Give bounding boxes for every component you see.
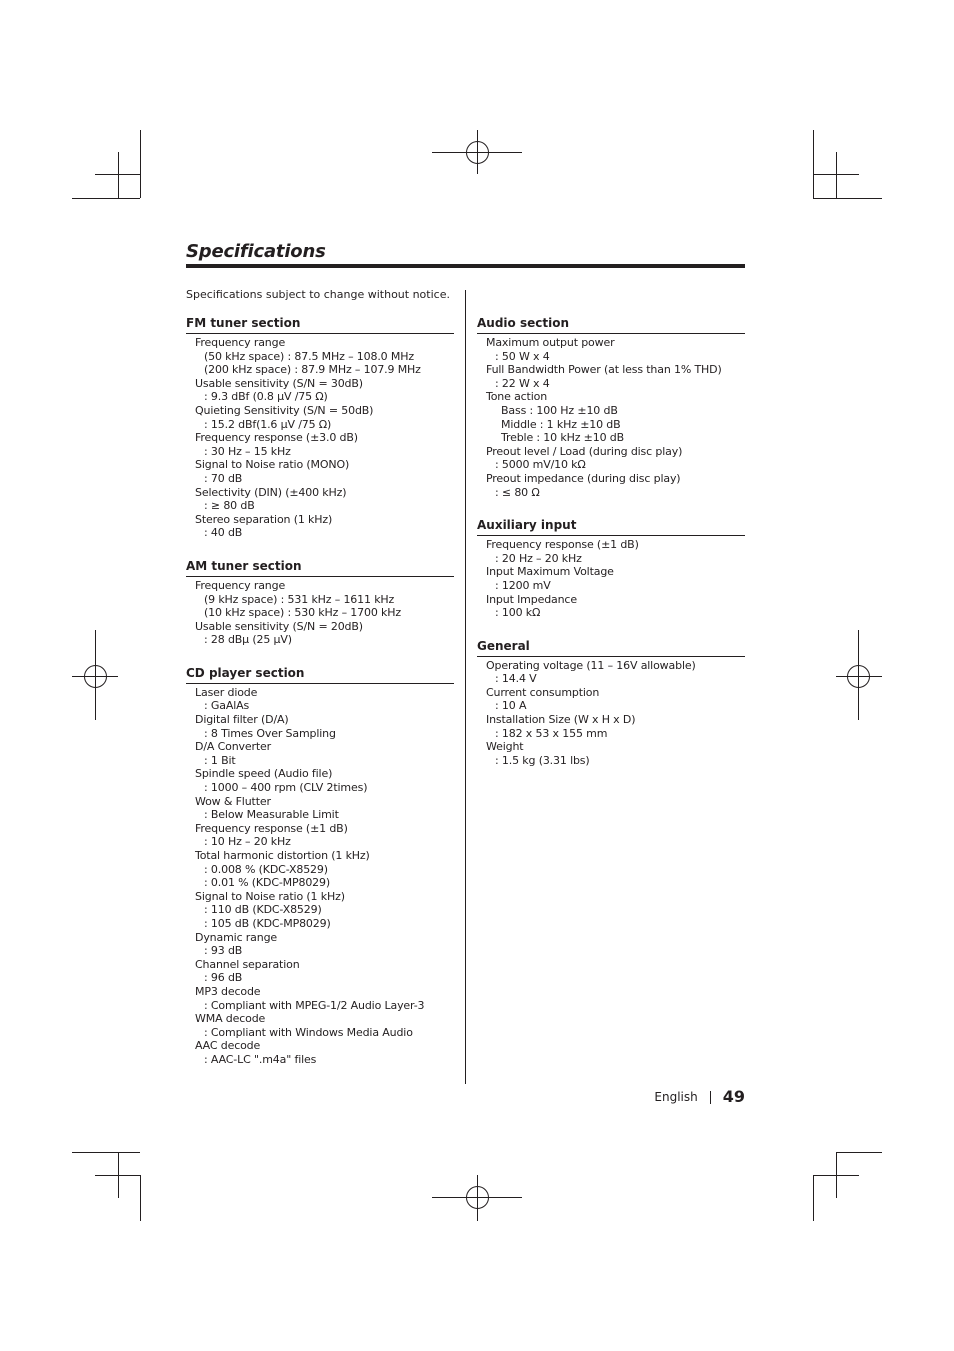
- spec-label: Weight: [486, 740, 524, 754]
- spec-value: (10 kHz space) : 530 kHz – 1700 kHz: [204, 606, 402, 620]
- section-title: Audio section: [477, 315, 745, 334]
- spec-value: : Compliant with Windows Media Audio: [204, 1025, 413, 1039]
- spec-value: : 14.4 V: [495, 672, 537, 686]
- section-title: CD player section: [186, 665, 454, 684]
- spec-label: Current consumption: [486, 685, 600, 699]
- spec-label: Channel separation: [195, 957, 300, 971]
- page-title: Specifications: [186, 241, 326, 262]
- spec-value: : 28 dBμ (25 μV): [204, 633, 292, 647]
- spec-value: : 105 dB (KDC-MP8029): [204, 916, 331, 930]
- spec-value: : 15.2 dBf(1.6 μV /75 Ω): [204, 417, 332, 431]
- section-general: [477, 638, 745, 768]
- spec-value: : 50 W x 4: [495, 349, 550, 363]
- section-fm-tuner-section: [186, 315, 454, 540]
- spec-label: Digital filter (D/A): [195, 713, 289, 727]
- spec-value: : 20 Hz – 20 kHz: [495, 551, 582, 565]
- spec-label: Preout impedance (during disc play): [486, 471, 681, 485]
- spec-label: MP3 decode: [195, 984, 261, 998]
- spec-label: Frequency response (±3.0 dB): [195, 431, 358, 445]
- spec-label: Signal to Noise ratio (1 kHz): [195, 889, 345, 903]
- spec-value: : 10 A: [495, 699, 527, 713]
- spec-value: Treble : 10 kHz ±10 dB: [501, 431, 625, 445]
- spec-label: Maximum output power: [486, 336, 615, 349]
- page-number: 49: [722, 1087, 745, 1106]
- section-am-tuner-section: [186, 558, 454, 647]
- spec-value: : 96 dB: [204, 971, 243, 985]
- spec-label: Input Impedance: [486, 592, 577, 606]
- spec-list: [477, 536, 745, 620]
- spec-value: (9 kHz space) : 531 kHz – 1611 kHz: [204, 592, 395, 606]
- section-title: General: [477, 638, 745, 657]
- spec-label: Spindle speed (Audio file): [195, 767, 333, 781]
- spec-value: (200 kHz space) : 87.9 MHz – 107.9 MHz: [204, 363, 421, 377]
- spec-value: : 22 W x 4: [495, 376, 550, 390]
- spec-label: Frequency range: [195, 578, 286, 592]
- spec-value: : 1000 – 400 rpm (CLV 2times): [204, 781, 368, 795]
- spec-value: : 93 dB: [204, 944, 243, 958]
- section-audio-section: [477, 315, 745, 499]
- spec-label: Preout level / Load (during disc play): [486, 444, 683, 458]
- spec-label: Usable sensitivity (S/N = 30dB): [195, 376, 363, 390]
- intro-note: Specifications subject to change without notice.: [186, 288, 450, 301]
- spec-label: Quieting Sensitivity (S/N = 50dB): [195, 403, 374, 417]
- spec-value: : ≥ 80 dB: [204, 499, 255, 513]
- spec-label: Stereo separation (1 kHz): [195, 512, 333, 526]
- spec-list: [186, 334, 454, 540]
- section-cd-player-section: [186, 665, 454, 1067]
- spec-value: : 0.01 % (KDC-MP8029): [204, 876, 331, 890]
- section-title: AM tuner section: [186, 558, 454, 577]
- spec-value: : ≤ 80 Ω: [495, 485, 540, 499]
- spec-value: : 30 Hz – 15 kHz: [204, 444, 291, 458]
- spec-label: Tone action: [486, 390, 548, 404]
- spec-value: : 9.3 dBf (0.8 μV /75 Ω): [204, 390, 328, 404]
- spec-value: : 5000 mV/10 kΩ: [495, 458, 586, 472]
- spec-label: Wow & Flutter: [195, 794, 271, 808]
- spec-list: [477, 657, 745, 768]
- spec-value: : 110 dB (KDC-X8529): [204, 903, 322, 917]
- spec-label: Operating voltage (11 – 16V allowable): [486, 658, 696, 672]
- spec-value: : 182 x 53 x 155 mm: [495, 726, 608, 740]
- spec-label: Installation Size (W x H x D): [486, 713, 636, 727]
- spec-value: : 0.008 % (KDC-X8529): [204, 862, 328, 876]
- spec-label: WMA decode: [195, 1012, 266, 1026]
- section-title: FM tuner section: [186, 315, 454, 334]
- spec-label: Selectivity (DIN) (±400 kHz): [195, 485, 347, 499]
- spec-value: : 10 Hz – 20 kHz: [204, 835, 291, 849]
- spec-list: [477, 334, 745, 499]
- spec-label: Frequency range: [195, 336, 286, 349]
- spec-label: Usable sensitivity (S/N = 20dB): [195, 619, 363, 633]
- footer-separator: [710, 1091, 711, 1104]
- spec-value: : 1 Bit: [204, 753, 236, 767]
- spec-label: Dynamic range: [195, 930, 278, 944]
- spec-value: : 70 dB: [204, 471, 243, 485]
- title-rule: [186, 264, 745, 268]
- footer-language: English: [654, 1090, 698, 1104]
- spec-value: : 8 Times Over Sampling: [204, 726, 336, 740]
- left-column: [186, 315, 454, 1085]
- spec-value: : Below Measurable Limit: [204, 808, 339, 822]
- spec-value: : 40 dB: [204, 526, 243, 540]
- spec-label: AAC decode: [195, 1039, 261, 1053]
- spec-label: Frequency response (±1 dB): [486, 538, 639, 552]
- spec-label: Total harmonic distortion (1 kHz): [195, 849, 370, 862]
- spec-list: [186, 684, 454, 1067]
- spec-value: (50 kHz space) : 87.5 MHz – 108.0 MHz: [204, 349, 414, 363]
- spec-label: Full Bandwidth Power (at less than 1% THD): [486, 363, 722, 377]
- spec-value: : 1200 mV: [495, 578, 551, 592]
- spec-value: : 100 kΩ: [495, 606, 541, 620]
- spec-value: Middle : 1 kHz ±10 dB: [501, 417, 621, 431]
- spec-value: : Compliant with MPEG-1/2 Audio Layer-3: [204, 998, 425, 1012]
- section-auxiliary-input: [477, 517, 745, 620]
- spec-value: Bass : 100 Hz ±10 dB: [501, 403, 618, 417]
- spec-list: [186, 577, 454, 647]
- spec-label: Laser diode: [195, 685, 258, 699]
- spec-value: : 1.5 kg (3.31 lbs): [495, 753, 590, 767]
- column-divider: [465, 290, 466, 1084]
- spec-label: D/A Converter: [195, 740, 272, 754]
- page-footer: [654, 1087, 745, 1107]
- spec-value: : AAC-LC ".m4a" files: [204, 1052, 317, 1066]
- spec-label: Input Maximum Voltage: [486, 565, 614, 579]
- spec-label: Signal to Noise ratio (MONO): [195, 458, 350, 472]
- spec-label: Frequency response (±1 dB): [195, 821, 348, 835]
- spec-value: : GaAlAs: [204, 699, 250, 713]
- section-title: Auxiliary input: [477, 517, 745, 536]
- right-column: [477, 315, 745, 785]
